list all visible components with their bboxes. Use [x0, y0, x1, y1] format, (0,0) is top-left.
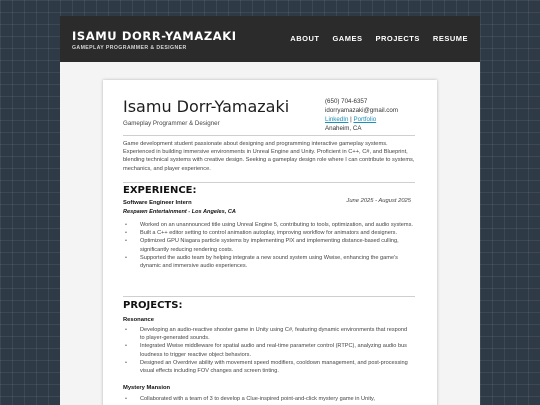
nav-games[interactable]: GAMES	[332, 34, 363, 43]
contact-location: Anaheim, CA	[325, 125, 362, 132]
divider	[123, 296, 415, 297]
summary-text: Game development student passionate about designing and programming interactive gameplay systems. Experienced in building immersive environments in Unreal Engine and Unity. Proficient in C++, C#, and Blueprint, blending technical systems with creative design. Seeking a gameplay design role where I can contribute to systems, mechanics, and player experience.	[123, 141, 415, 172]
experience-bullets	[123, 221, 413, 270]
experience-heading: EXPERIENCE:	[123, 185, 197, 196]
link-separator: |	[348, 116, 354, 123]
brand-name[interactable]: ISAMU DORR-YAMAZAKI	[72, 29, 237, 43]
site-header	[60, 16, 480, 62]
contact-email: idorryamazaki@gmail.com	[325, 107, 398, 114]
resume-name: Isamu Dorr-Yamazaki	[123, 97, 290, 116]
contact-links	[325, 115, 398, 124]
contact-block	[325, 97, 398, 133]
list-item: • Built a C++ editor setting to control animation autoplay, improving workflow for animators and designers.	[123, 229, 413, 237]
linkedin-link[interactable]: LinkedIn	[325, 116, 349, 123]
project-name: Resonance	[123, 317, 154, 323]
project-bullets	[123, 326, 413, 375]
list-item: • Collaborated with a team of 3 to develop a Clue-inspired point-and-click mystery game in Unity,	[123, 395, 413, 403]
resume-viewer	[60, 62, 480, 405]
list-item: • Worked on an unannounced title using Unreal Engine 5, contributing to tools, optimization, and audio systems.	[123, 221, 413, 229]
divider	[123, 182, 415, 183]
list-item: • Designed an Overdrive ability with movement speed modifiers, cooldown management, and post-processing visual effects including FOV changes and screen tinting.	[123, 359, 413, 375]
brand-tagline: GAMEPLAY PROGRAMMER & DESIGNER	[72, 45, 187, 51]
project-bullets	[123, 395, 413, 403]
nav-projects[interactable]: PROJECTS	[375, 34, 420, 43]
resume-document	[103, 80, 437, 405]
list-item: • Supported the audio team by helping integrate a new sound system using Wwise, enhancing the game's dynamic and immersive audio experiences.	[123, 254, 413, 270]
browser-page	[60, 16, 480, 405]
job-company: Respawn Entertainment - Los Angeles, CA	[123, 209, 236, 215]
project-name: Mystery Mansion	[123, 385, 171, 391]
main-nav	[290, 34, 468, 43]
list-item: • Optimized GPU Niagara particle systems by implementing PIX and implementing distance-based culling, significantly reducing rendering costs.	[123, 237, 413, 253]
portfolio-link[interactable]: Portfolio	[353, 116, 377, 123]
job-dates: June 2025 - August 2025	[346, 198, 411, 204]
job-title: Software Engineer Intern	[123, 200, 192, 206]
projects-heading: PROJECTS:	[123, 300, 183, 311]
nav-about[interactable]: ABOUT	[290, 34, 320, 43]
list-item: • Developing an audio-reactive shooter game in Unity using C#, featuring dynamic environments that respond to player-generated sounds.	[123, 326, 413, 342]
contact-phone: (650) 704-6357	[325, 98, 368, 105]
resume-role: Gameplay Programmer & Designer	[123, 120, 220, 127]
list-item: • Integrated Wwise middleware for spatial audio and real-time parameter control (RTPC), analyzing audio bus loudness to trigger reactive object behaviors.	[123, 342, 413, 358]
nav-resume[interactable]: RESUME	[432, 34, 468, 43]
divider	[123, 135, 415, 136]
